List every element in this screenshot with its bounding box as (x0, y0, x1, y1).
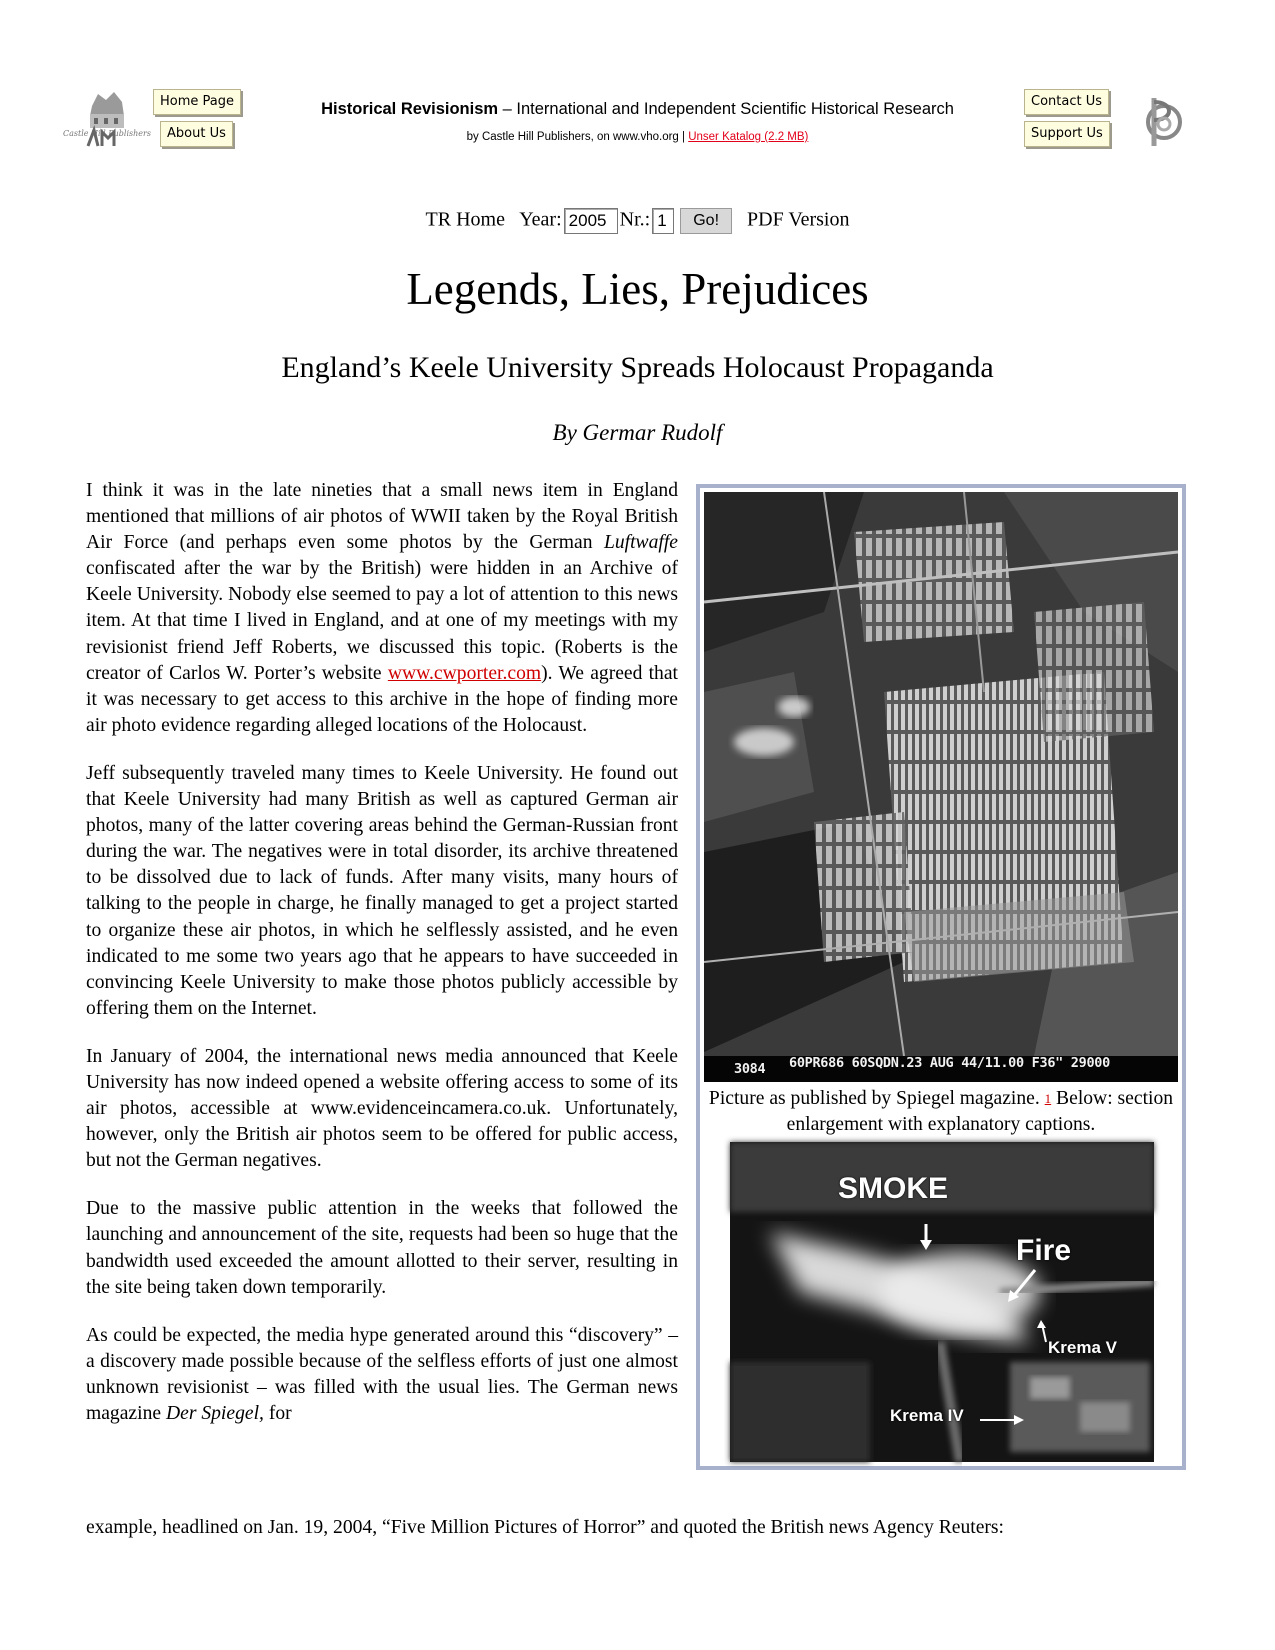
cwporter-link[interactable]: www.cwporter.com (387, 662, 542, 684)
home-page-button[interactable]: Home Page (153, 89, 241, 115)
photo-strip-left: 3084 (734, 1061, 766, 1077)
footnote-link[interactable]: 1 (1044, 1091, 1052, 1106)
krema-v-label: Krema V (1048, 1338, 1117, 1357)
p1-text-c: ). We agreed that it was necessary to get access to this archive in the hope of finding more air photo evidence regarding alleged locations of the Holocaust. (86, 662, 678, 736)
paragraph-3: In January of 2004, the international news media announced that Keele University has now indeed opened a website offering access to some of its air photos, accessible at www.evidenceincamera.co.uk. Unfortunately, however, only the British air photos seem to be offered for public access, but not the German negatives. (86, 1045, 678, 1172)
catalog-link[interactable]: Unser Katalog (2.2 MB) (688, 131, 809, 143)
smoke-label: SMOKE (838, 1172, 949, 1205)
contact-us-button[interactable]: Contact Us (1024, 89, 1109, 115)
logo-text: Castle Hill Publishers (63, 129, 151, 138)
site-title-bold: Historical Revisionism (321, 100, 499, 118)
vho-logo-icon[interactable] (1140, 94, 1184, 148)
p1-text-a: I think it was in the late nineties that a small news item in England mentioned that millions of air photos of WWII taken by the Royal British Air Force (and perhaps even some photos by the German (86, 480, 678, 554)
about-us-button[interactable]: About Us (160, 121, 233, 147)
nr-label: Nr.: (619, 208, 651, 231)
site-header (0, 0, 1275, 160)
aerial-photo (704, 492, 1178, 1082)
article-title: Legends, Lies, Prejudices (406, 264, 869, 314)
tr-home-link[interactable]: TR Home (425, 208, 505, 231)
paragraph-5 (86, 1323, 678, 1427)
go-button[interactable]: Go! (680, 208, 732, 234)
nr-input[interactable]: 1 (652, 208, 674, 234)
site-title (250, 100, 1025, 119)
p1-emphasis: Luftwaffe (603, 532, 678, 554)
site-subtitle (250, 131, 1025, 143)
figure-caption (706, 1086, 1176, 1138)
p5-text-b: for (263, 1403, 292, 1424)
enlargement-photo (730, 1142, 1154, 1462)
aerial-photo-image (704, 492, 1178, 1082)
p5-emphasis: Der Spiegel, (165, 1403, 264, 1424)
article-byline: By Germar Rudolf (552, 420, 723, 445)
support-us-button[interactable]: Support Us (1024, 121, 1110, 147)
year-label: Year: (519, 208, 562, 231)
photo-strip (704, 1056, 1178, 1082)
paragraph-4: Due to the massive public attention in the weeks that followed the launching and announcement of the site, requests had been so huge that the bandwidth used exceeded the amount allotted to their server, resulting in the site being taken down temporarily. (86, 1198, 678, 1298)
p1-text-b: confiscated after the war by the British) were hidden in an Archive of Keele University. Nobody else seemed to pay a lot of attention to this news item. At that time I lived in England, and at one of my meetings with my revisionist friend Jeff Roberts, we discussed this topic. (Roberts is the creator of Carlos W. Porter’s website (86, 558, 678, 684)
paragraph-2: Jeff subsequently traveled many times to Keele University. He found out that Keele University had many British as well as captured German air photos, many of the latter covering areas behind the German-Russian front during the war. The negatives were in total disorder, its archive threatened to be dissolved due to lack of funds. After many visits, many hours of talking to the people in charge, he finally managed to get a project started to organize these air photos, in which he selflessly assisted, and he even indicated to me some two years ago that he appears to have succeeded in convincing Keele University to make those photos publicly accessible by offering them on the Internet. (86, 762, 678, 1019)
article-subtitle: England’s Keele University Spreads Holocaust Propaganda (281, 351, 994, 384)
year-input[interactable]: 2005 (564, 208, 618, 234)
castle-hill-logo[interactable] (63, 88, 151, 148)
site-subtitle-text: by Castle Hill Publishers, on www.vho.org | (466, 131, 689, 143)
caption-text-a: Picture as published by Spiegel magazine. (708, 1088, 1045, 1109)
krema-iv-label: Krema IV (890, 1406, 964, 1425)
paragraph-5-continuation: example, headlined on Jan. 19, 2004, “Five Million Pictures of Horror” and quoted the British news Agency Reuters: (86, 1517, 1004, 1538)
caption-text-b: Below: section enlargement with explanatory captions. (786, 1088, 1174, 1135)
p5-text-a: As could be expected, the media hype generated around this “discovery” – a discovery made possible because of the selfless efforts of just one almost unknown revisionist – was filled with the usual lies. The German news magazine (86, 1324, 678, 1424)
photo-strip-right: 60PR686 60SQDN.23 AUG 44/11.00 F36" 29000 (789, 1055, 1110, 1071)
site-title-rest: – International and Independent Scientific Historical Research (498, 100, 954, 118)
fire-label: Fire (1016, 1234, 1072, 1267)
figure-box (696, 484, 1186, 1470)
article-body (86, 478, 678, 1427)
pdf-version-link[interactable]: PDF Version (747, 208, 850, 231)
paragraph-1 (86, 478, 678, 739)
issue-navigation (0, 208, 1275, 234)
